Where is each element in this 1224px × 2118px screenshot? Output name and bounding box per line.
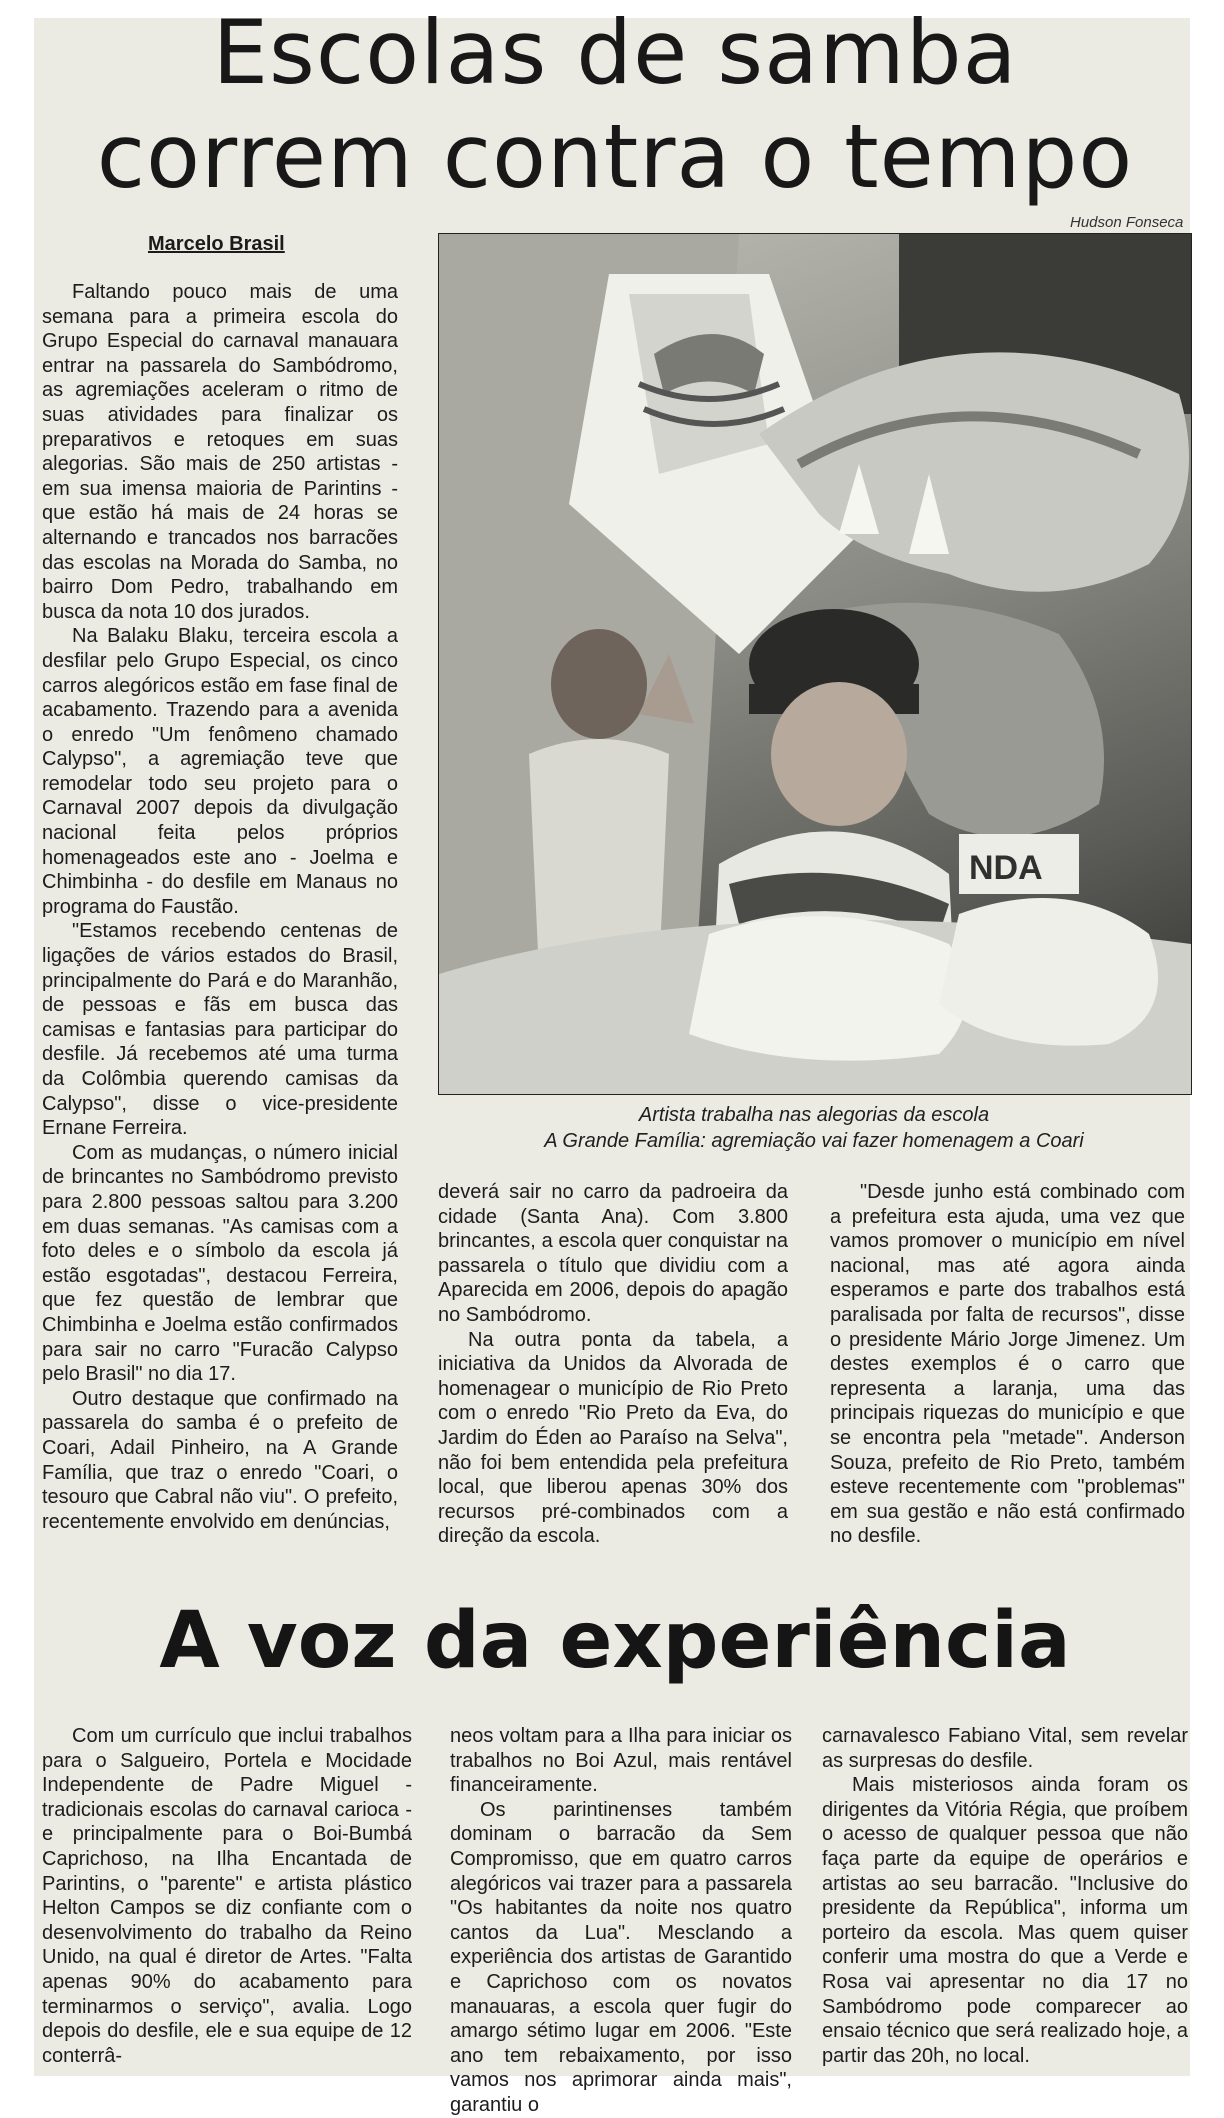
paragraph: Mais misteriosos ainda foram os dirigentes da Vitória Régia, que proíbem o acesso de qualquer pessoa que não faça parte da equipe de operários e artistas ao seu barracão. "Inclusive do presidente da República", informa um porteiro da escola. Mas quem quiser conferir uma mostra do que a Verde e Rosa vai apresentar no dia 17 no Sambódromo pode comparecer ao ensaio técnico que será realizado hoje, a partir das 20h, no local. [822, 1774, 1188, 2067]
headline-line-1: Escolas de samba [212, 1, 1018, 104]
paragraph: Com as mudanças, o número inicial de brincantes no Sambódromo previsto para 2.800 pessoas saltou para 3.200 em duas semanas. "As camisas com a foto deles e o símbolo da escola já estão esgotadas", destacou Ferreira, que fez questão de lembrar que Chimbinha e Joelma estão confirmados para sair no carro "Furacão Calypso pelo Brasil" no dia 17. [42, 1141, 398, 1386]
paragraph: neos voltam para a Ilha para iniciar os trabalhos no Boi Azul, mais rentável financeiramente. [450, 1725, 792, 1797]
headline-article-2: A voz da experiência [159, 1596, 1071, 1686]
photo-credit: Hudson Fonseca [1070, 214, 1184, 231]
paragraph: Outro destaque que confirmado na passarela do samba é o prefeito de Coari, Adail Pinheiro, na A Grande Família, que traz o enredo "Coari, o tesouro que Cabral não viu". O prefeito, recentemente envolvido em denúncias, [42, 1387, 398, 1533]
article1-column-1 [42, 280, 398, 1534]
article1-column-3 [830, 1180, 1185, 1549]
article2-column-3 [822, 1724, 1188, 2068]
photo-artist-at-work [438, 233, 1192, 1095]
paragraph: carnavalesco Fabiano Vital, sem revelar as surpresas do desfile. [822, 1725, 1188, 1772]
article2-column-2 [450, 1724, 792, 2118]
paragraph: deverá sair no carro da padroeira da cidade (Santa Ana). Com 3.800 brincantes, a escola quer conquistar na passarela o título que dividiu com a Aparecida em 2006, depois do apagão no Sambódromo. [438, 1181, 788, 1326]
caption-line-2: A Grande Família: agremiação vai fazer homenagem a Coari [544, 1130, 1084, 1152]
article2-column-1 [42, 1724, 412, 2068]
paragraph: "Desde junho está combinado com a prefeitura esta ajuda, uma vez que vamos promover o município em nível nacional, mas até agora ainda esperamos e parte dos trabalhos está paralisada por falta de recursos", disse o presidente Mário Jorge Jimenez. Um destes exemplos é o carro que representa a laranja, uma das principais riquezas do município e que se encontra pela "metade". Anderson Souza, prefeito de Rio Preto, também esteve recentemente com "problemas" em sua gestão e não está confirmado no desfile. [830, 1181, 1185, 1548]
headline-line-2: correm contra o tempo [96, 105, 1134, 208]
paragraph: Na Balaku Blaku, terceira escola a desfilar pelo Grupo Especial, os cinco carros alegóricos estão em fase final de acabamento. Trazendo para a avenida o enredo "Um fenômeno chamado Calypso", a agremiação teve que remodelar todo seu projeto para o Carnaval 2007 depois da divulgação nacional feita pelos próprios homenageados este ano - Joelma e Chimbinha - do desfile em Manaus no programa do Faustão. [42, 625, 398, 918]
article1-column-2 [438, 1180, 788, 1549]
photo-sign: NDA [969, 849, 1043, 887]
byline: Marcelo Brasil [148, 233, 285, 255]
photo-caption [438, 1102, 1190, 1154]
paragraph: Os parintinenses também dominam o barracão da Sem Compromisso, que em quatro carros alegóricos vai trazer para a passarela "Os habitantes da noite nos quatro cantos da Lua". Mesclando a experiência dos artistas de Garantido e Caprichoso com os novatos manauaras, a escola quer fugir do amargo sétimo lugar em 2006. "Este ano tem rebaixamento, por isso vamos nos aprimorar ainda mais", garantiu o [450, 1798, 792, 2116]
caption-line-1: Artista trabalha nas alegorias da escola [638, 1104, 990, 1126]
photo-illustration [439, 234, 1191, 1094]
paragraph: "Estamos recebendo centenas de ligações de vários estados do Brasil, principalmente do Pará e do Maranhão, de pessoas e fãs em busca das camisas e fantasias para participar do desfile. Já recebemos até uma turma da Colômbia querendo camisas da Calypso", disse o vice-presidente Ernane Ferreira. [42, 920, 398, 1140]
paragraph: Com um currículo que inclui trabalhos para o Salgueiro, Portela e Mocidade Independente de Padre Miguel - tradicionais escolas do carnaval carioca - e principalmente para o Boi-Bumbá Caprichoso, na Ilha Encantada de Parintins, o "parente" e artista plástico Helton Campos se diz confiante com o desenvolvimento do trabalho da Reino Unido, na qual é diretor de Artes. "Falta apenas 90% do acabamento para terminarmos o serviço", avalia. Logo depois do desfile, ele e sua equipe de 12 conterrâ- [42, 1725, 412, 2067]
paragraph: Na outra ponta da tabela, a iniciativa da Unidos da Alvorada de homenagear o município de Rio Preto com o enredo "Rio Preto da Eva, do Jardim do Éden ao Paraíso na Selva", não foi bem entendida pela prefeitura local, que liberou apenas 30% dos recursos pré-combinados com a direção da escola. [438, 1328, 788, 1548]
paragraph: Faltando pouco mais de uma semana para a primeira escola do Grupo Especial do carnaval manauara entrar na passarela do Sambódromo, as agremiações aceleram o ritmo de suas atividades para finalizar os preparativos e retoques em suas alegorias. São mais de 250 artistas - em sua imensa maioria de Parintins - que estão há mais de 24 horas se alternando e trancados nos barracões das escolas na Morada do Samba, no bairro Dom Pedro, trabalhando em busca da nota 10 dos jurados. [42, 281, 398, 623]
